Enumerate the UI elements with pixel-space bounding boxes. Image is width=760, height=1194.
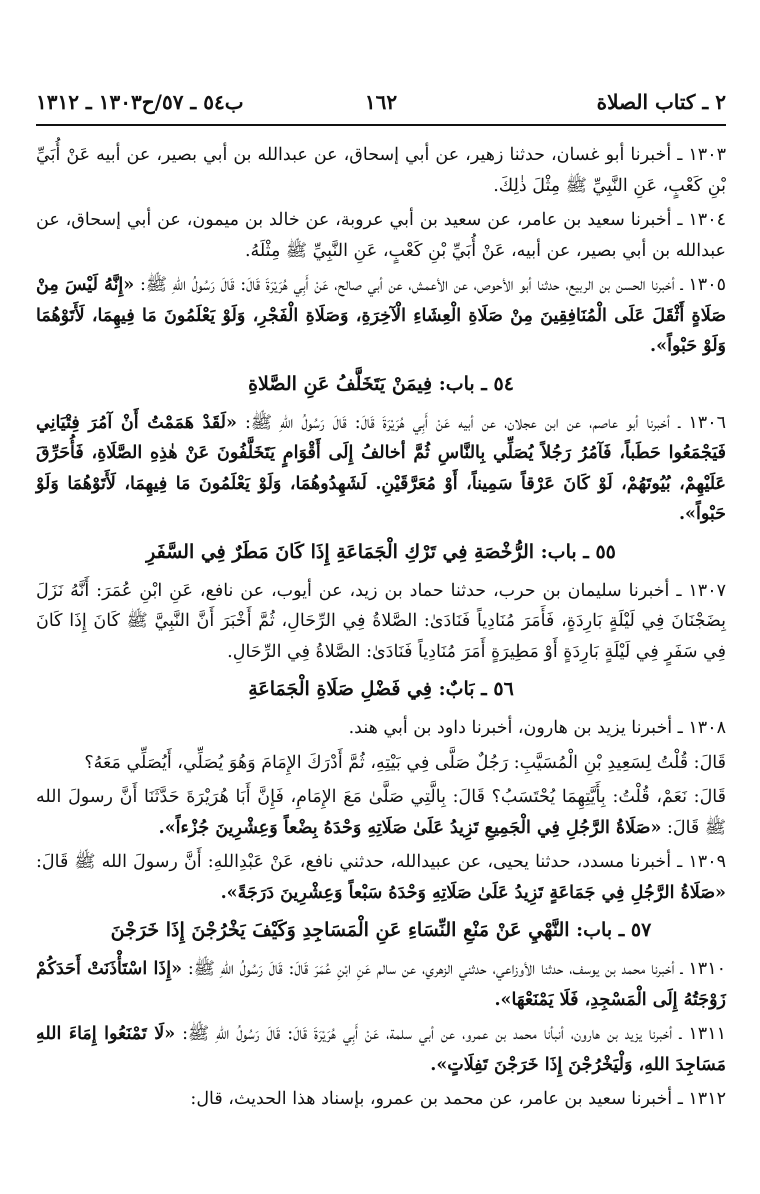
hadith-1310 — [36, 954, 726, 1015]
hadith-1309-isnad: ١٣٠٩ ـ أخبرنا مسدد، حدثنا يحيى، عن عبيدالله، حدثني نافع، عَنْ عَبْدِاللهِ: أَنَّ رسولَ الله ﷺ قَالَ: — [36, 852, 726, 872]
hadith-1306 — [36, 408, 726, 530]
hadith-1311 — [36, 1019, 726, 1080]
page-number: ١٦٢ — [364, 90, 398, 114]
hadith-1310-matn: «إِذَا اسْتَأْذَنَتْ أَحَدَكُمْ زَوْجَتُهُ إِلَى الْمَسْجِدِ، فَلَا يَمْنَعْهَا». — [36, 959, 726, 1010]
hadith-1311-matn: «لَا تَمْنَعُوا إِمَاءَ اللهِ مَسَاجِدَ اللهِ، وَلْيَخْرُجْنَ إِذَا خَرَجْنَ تَفِلَاتٍ». — [36, 1024, 726, 1075]
header-divider — [36, 124, 726, 126]
hadith-1308-matn: «صَلَاةُ الرَّجُلِ فِي الْجَمِيعِ تَزِيدُ عَلَىٰ صَلَاتِهِ وَحْدَهُ بِضْعاً وَعِشْرِينَ جُزْءاً». — [158, 817, 662, 838]
hadith-1312: ١٣١٢ ـ أخبرنا سعيد بن عامر، عن محمد بن عمرو، بإسناد هذا الحديث، قال: — [190, 1089, 726, 1109]
hadith-1305 — [36, 270, 726, 362]
hadith-1306-isnad: ١٣٠٦ ـ أخبرنا أبو عاصم، عن ابن عجلان، عن أبيه عَنْ أَبِي هُرَيْرَةَ قَالَ: قَالَ رَسُولُ اللهِ ﷺ: — [236, 412, 726, 433]
chapter-reference: ب٥٤ ـ ٥٧/ح١٣٠٣ ـ ١٣١٢ — [36, 90, 244, 114]
hadith-1305-matn: «إِنَّهُ لَيْسَ مِنْ صَلَاةٍ أَثْقَلَ عَلَى الْمُنَافِقِينَ مِنْ صَلَاةِ الْعِشَاءِ الْآخِرَةِ، وَصَلَاةِ الْفَجْرِ، وَلَوْ يَعْلَمُونَ مَا فِيهِمَا، لَأَتَوْهُمَا وَلَوْ حَبْواً». — [36, 275, 726, 356]
hadith-1309 — [36, 847, 726, 908]
hadith-1311-isnad: ١٣١١ ـ أخبرنا يزيد بن هارون، أنبأنا محمد بن عمرو، عن أبي سلمة، عَنْ أَبِي هُرَيْرَةَ قَالَ: قَالَ رَسُولُ اللهِ ﷺ: — [175, 1024, 726, 1044]
chapter-55-title: ٥٥ ـ باب: الرُّخْصَةِ فِي تَرْكِ الْجَمَاعَةِ إِذَا كَانَ مَطَرٌ فِي السَّفَرِ — [146, 540, 616, 563]
hadith-1309-matn: «صَلَاةُ الرَّجُلِ فِي جَمَاعَةٍ تَزِيدُ عَلَىٰ صَلَاتِهِ وَحْدَهُ سَبْعاً وَعِشْرِينَ دَرَجَةً». — [220, 882, 726, 903]
hadith-1308-question: قَالَ: قُلْتُ لِسَعِيدِ بْنِ الْمُسَيَّبِ: رَجُلٌ صَلَّى فِي بَيْتِهِ، ثُمَّ أَدْرَكَ الإِمَامَ وَهُوَ يُصَلِّي، أَيُصَلِّي مَعَهُ؟ — [84, 752, 726, 773]
chapter-57-title: ٥٧ ـ باب: النَّهْيِ عَنْ مَنْعِ النِّسَاءِ عَنِ الْمَسَاجِدِ وَكَيْفَ يَخْرُجْنَ إِذَا خَرَجْنَ — [110, 919, 652, 941]
hadith-1306-matn: «لَقَدْ هَمَمْتُ أَنْ آمُرَ فِتْيَانِي فَيَجْمَعُوا حَطَباً، فَآمُرُ رَجُلاً يُصَلِّي بِالنَّاسِ ثُمَّ أخالفُ إِلَى أَقْوَامٍ يَتَخَلَّفُونَ عَنْ هٰذِهِ الصَّلَاةِ، فَأُحَرِّقَ عَلَيْهِمْ، بُيُوتَهُمْ، لَوْ كَانَ عَرْقاً سَمِيناً، أَوْ مُعَرَّقَيْنِ. لَشَهِدُوهُمَا، وَلَوْ يَعْلَمُونَ مَا فِيهِمَا، لَأَتَوْهُمَا وَلَوْ حَبْواً». — [36, 412, 726, 524]
page-header — [36, 82, 726, 122]
hadith-1307: ١٣٠٧ ـ أخبرنا سليمان بن حرب، حدثنا حماد بن زيد، عن أيوب، عن نافع، عَنِ ابْنِ عُمَرَ: أَنَّهُ نَزَلَ بِضَجْنَانَ فِي لَيْلَةٍ بَارِدَةٍ، فَأَمَرَ مُنَادِياً فَنَادَىٰ: الصَّلاةُ فِي الرِّحَالِ، ثُمَّ أَخْبَرَ أَنَّ النَّبِيَّ ﷺ كَانَ إِذَا كَانَ فِي سَفَرٍ فِي لَيْلَةٍ بَارِدَةٍ أَوْ مَطِيرَةٍ أَمَرَ مُنَادِياً فَنَادَىٰ: الصَّلاةُ فِي الرِّحَالِ. — [36, 580, 726, 662]
hadith-1304: ١٣٠٤ ـ أخبرنا سعيد بن عامر، عن سعيد بن أبي عروبة، عن خالد بن ميمون، عن أبي إسحاق، عن عبدالله بن أبي بصير، عن أبيه، عَنْ أُبَيِّ بْنِ كَعْبٍ، عَنِ النَّبِيِّ ﷺ مِثْلَهُ. — [36, 210, 726, 261]
chapter-56-title: ٥٦ ـ بَابٌ: فِي فَضْلِ صَلَاةِ الْجَمَاعَةِ — [248, 678, 514, 700]
hadith-1308-answer-text: قَالَ: نَعَمْ، قُلْتُ: بِأَيَّتِهِمَا يُحْتَسَبُ؟ قَالَ: بِالَّتِي صَلَّىٰ مَعَ الإِمَامِ، فَإِنَّ أَبَا هُرَيْرَةَ حَدَّثَنَا أَنَّ رسولَ الله ﷺ قَالَ: — [36, 787, 726, 838]
chapter-54-title: ٥٤ ـ باب: فِيمَنْ يَتَخَلَّفُ عَنِ الصَّلاةِ — [248, 372, 514, 395]
hadith-1310-isnad: ١٣١٠ ـ أخبرنا محمد بن يوسف، حدثنا الأوزاعي، حدثني الزهري، عن سالم عَنِ ابْنِ عُمَرَ قَالَ: قَالَ رَسُولُ اللهِ ﷺ: — [182, 959, 726, 979]
hadith-1303: ١٣٠٣ ـ أخبرنا أبو غسان، حدثنا زهير، عن أبي إسحاق، عن عبدالله بن أبي بصير، عن أبيه عَنْ أُبَيِّ بْنِ كَعْبٍ، عَنِ النَّبِيِّ ﷺ مِثْلَ ذٰلِكَ. — [36, 145, 726, 196]
page-body — [36, 140, 726, 1119]
hadith-1308-answer — [36, 782, 726, 843]
hadith-1308-isnad: ١٣٠٨ ـ أخبرنا يزيد بن هارون، أخبرنا داود بن أبي هند. — [348, 718, 726, 738]
book-title: ٢ ـ كتاب الصلاة — [596, 90, 726, 114]
hadith-1305-isnad: ١٣٠٥ ـ أخبرنا الحسن بن الربيع، حدثنا أبو الأحوص، عن الأعمش، عن أبي صالح، عَنْ أَبِي هُرَيْرَةَ قَالَ: قَالَ رَسُولُ اللهِ ﷺ: — [134, 275, 726, 295]
